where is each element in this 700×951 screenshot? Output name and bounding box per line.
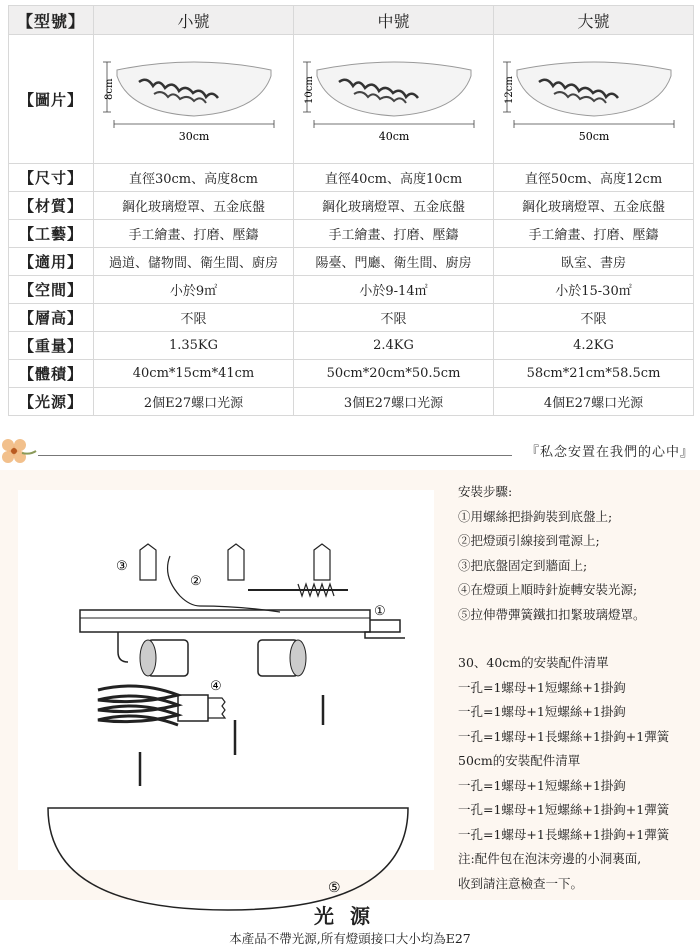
spec-cell: 直徑50cm、高度12cm [494, 164, 694, 192]
spec-cell: 2個E27螺口光源 [94, 388, 294, 416]
column-header-small: 小號 [94, 6, 294, 35]
column-header-medium: 中號 [294, 6, 494, 35]
spec-cell: 直徑40cm、高度10cm [294, 164, 494, 192]
spec-cell: 過道、儲物間、衛生間、廚房 [94, 248, 294, 276]
spec-row-light-source [9, 388, 694, 416]
flower-icon [0, 433, 40, 469]
row-label: 【體積】 [9, 360, 94, 388]
lamp-width-label: 30cm [178, 129, 209, 143]
spec-cell: 小於15-30㎡ [494, 276, 694, 304]
spec-row-space [9, 276, 694, 304]
spec-cell: 鋼化玻璃燈罩、五金底盤 [94, 192, 294, 220]
installation-steps [458, 480, 698, 896]
spec-row-size [9, 164, 694, 192]
spec-cell: 手工繪畫、打磨、壓鑄 [494, 220, 694, 248]
spec-cell: 手工繪畫、打磨、壓鑄 [294, 220, 494, 248]
spec-cell: 小於9㎡ [94, 276, 294, 304]
lamp-height-label: 12cm [503, 75, 515, 104]
accessory-item: 一孔=1螺母+1短螺絲+1掛鉤 [458, 704, 626, 719]
step-item: ②把燈頭引線接到電源上; [458, 533, 600, 548]
lamp-image-large [499, 52, 689, 147]
spec-cell: 40cm*15cm*41cm [94, 360, 294, 388]
spec-cell: 直徑30cm、高度8cm [94, 164, 294, 192]
note-line: 注:配件包在泡沫旁邊的小洞裏面, [458, 851, 642, 866]
installation-section [0, 470, 700, 900]
accessory-item: 一孔=1螺母+1長螺絲+1掛鉤+1彈簧 [458, 728, 670, 744]
note-line: 收到請注意檢查一下。 [458, 875, 584, 891]
row-label: 【光源】 [9, 388, 94, 416]
lamp-height-label: 10cm [303, 75, 315, 104]
spec-row-craft [9, 220, 694, 248]
spec-cell: 陽臺、門廳、衛生間、廚房 [294, 248, 494, 276]
spec-row-volume [9, 360, 694, 388]
accessory-item: 一孔=1螺母+1短螺絲+1掛鉤 [458, 679, 626, 695]
lamp-image-cell [94, 35, 294, 164]
diagram-label-2: ② [190, 574, 202, 589]
spec-row-ceiling [9, 304, 694, 332]
row-label: 【尺寸】 [9, 164, 94, 192]
installation-diagram [18, 490, 434, 896]
row-label: 【型號】 [9, 6, 94, 35]
spec-row-usage [9, 248, 694, 276]
diagram-label-5: ⑤ [328, 880, 341, 896]
image-row [9, 35, 694, 164]
step-item: ⑤拉伸帶彈簧鐵扣扣緊玻璃燈罩。 [458, 606, 646, 622]
spec-cell: 50cm*20cm*50.5cm [294, 360, 494, 388]
lamp-width-label: 50cm [578, 129, 609, 143]
row-label: 【材質】 [9, 192, 94, 220]
spec-row-material [9, 192, 694, 220]
spec-cell: 手工繪畫、打磨、壓鑄 [94, 220, 294, 248]
light-source-note: 本產品不帶光源,所有燈頭接口大小均為E27 [229, 931, 471, 946]
spec-cell: 58cm*21cm*58.5cm [494, 360, 694, 388]
diagram-label-4: ④ [210, 679, 222, 694]
lamp-height-label: 8cm [103, 78, 115, 100]
step-item: ①用螺絲把掛鉤裝到底盤上; [458, 508, 613, 524]
spec-cell: 鋼化玻璃燈罩、五金底盤 [294, 192, 494, 220]
lamp-width-label: 40cm [378, 129, 409, 143]
lamp-image-cell [294, 35, 494, 164]
accessory-list-title: 50cm的安裝配件清單 [458, 753, 581, 768]
row-label: 【圖片】 [9, 35, 94, 164]
accessory-item: 一孔=1螺母+1長螺絲+1掛鉤+1彈簧 [458, 826, 670, 842]
diagram-label-1: ① [374, 604, 386, 619]
accessory-list-title: 30、40cm的安裝配件清單 [458, 655, 609, 670]
spec-cell: 4.2KG [494, 332, 694, 360]
row-label: 【重量】 [9, 332, 94, 360]
diagram-label-3: ③ [116, 559, 128, 574]
spec-cell: 2.4KG [294, 332, 494, 360]
model-header-row [9, 6, 694, 35]
spec-cell: 4個E27螺口光源 [494, 388, 694, 416]
lamp-image-cell [494, 35, 694, 164]
spec-cell: 3個E27螺口光源 [294, 388, 494, 416]
spec-cell: 1.35KG [94, 332, 294, 360]
step-item: ④在燈頭上順時針旋轉安裝光源; [458, 582, 638, 597]
spec-cell: 不限 [294, 304, 494, 332]
lamp-image-small [99, 52, 289, 147]
spec-cell: 小於9-14㎡ [294, 276, 494, 304]
steps-title: 安裝步驟: [458, 484, 513, 499]
accessory-item: 一孔=1螺母+1短螺絲+1掛鉤+1彈簧 [458, 802, 670, 817]
column-header-large: 大號 [494, 6, 694, 35]
lamp-image-medium [299, 52, 489, 147]
row-label: 【工藝】 [9, 220, 94, 248]
row-label: 【適用】 [9, 248, 94, 276]
spec-cell: 臥室、書房 [494, 248, 694, 276]
section-divider [0, 433, 700, 469]
row-label: 【層高】 [9, 304, 94, 332]
row-label: 【空間】 [9, 276, 94, 304]
spec-row-weight [9, 332, 694, 360]
spec-cell: 不限 [494, 304, 694, 332]
spec-cell: 鋼化玻璃燈罩、五金底盤 [494, 192, 694, 220]
step-item: ③把底盤固定到牆面上; [458, 557, 588, 573]
light-source-title: 光源 [314, 904, 386, 928]
slogan-text: 『私念安置在我們的心中』 [525, 445, 694, 460]
spec-cell: 不限 [94, 304, 294, 332]
accessory-item: 一孔=1螺母+1短螺絲+1掛鉤 [458, 777, 626, 793]
divider-line [38, 455, 512, 456]
spec-table [8, 5, 694, 416]
